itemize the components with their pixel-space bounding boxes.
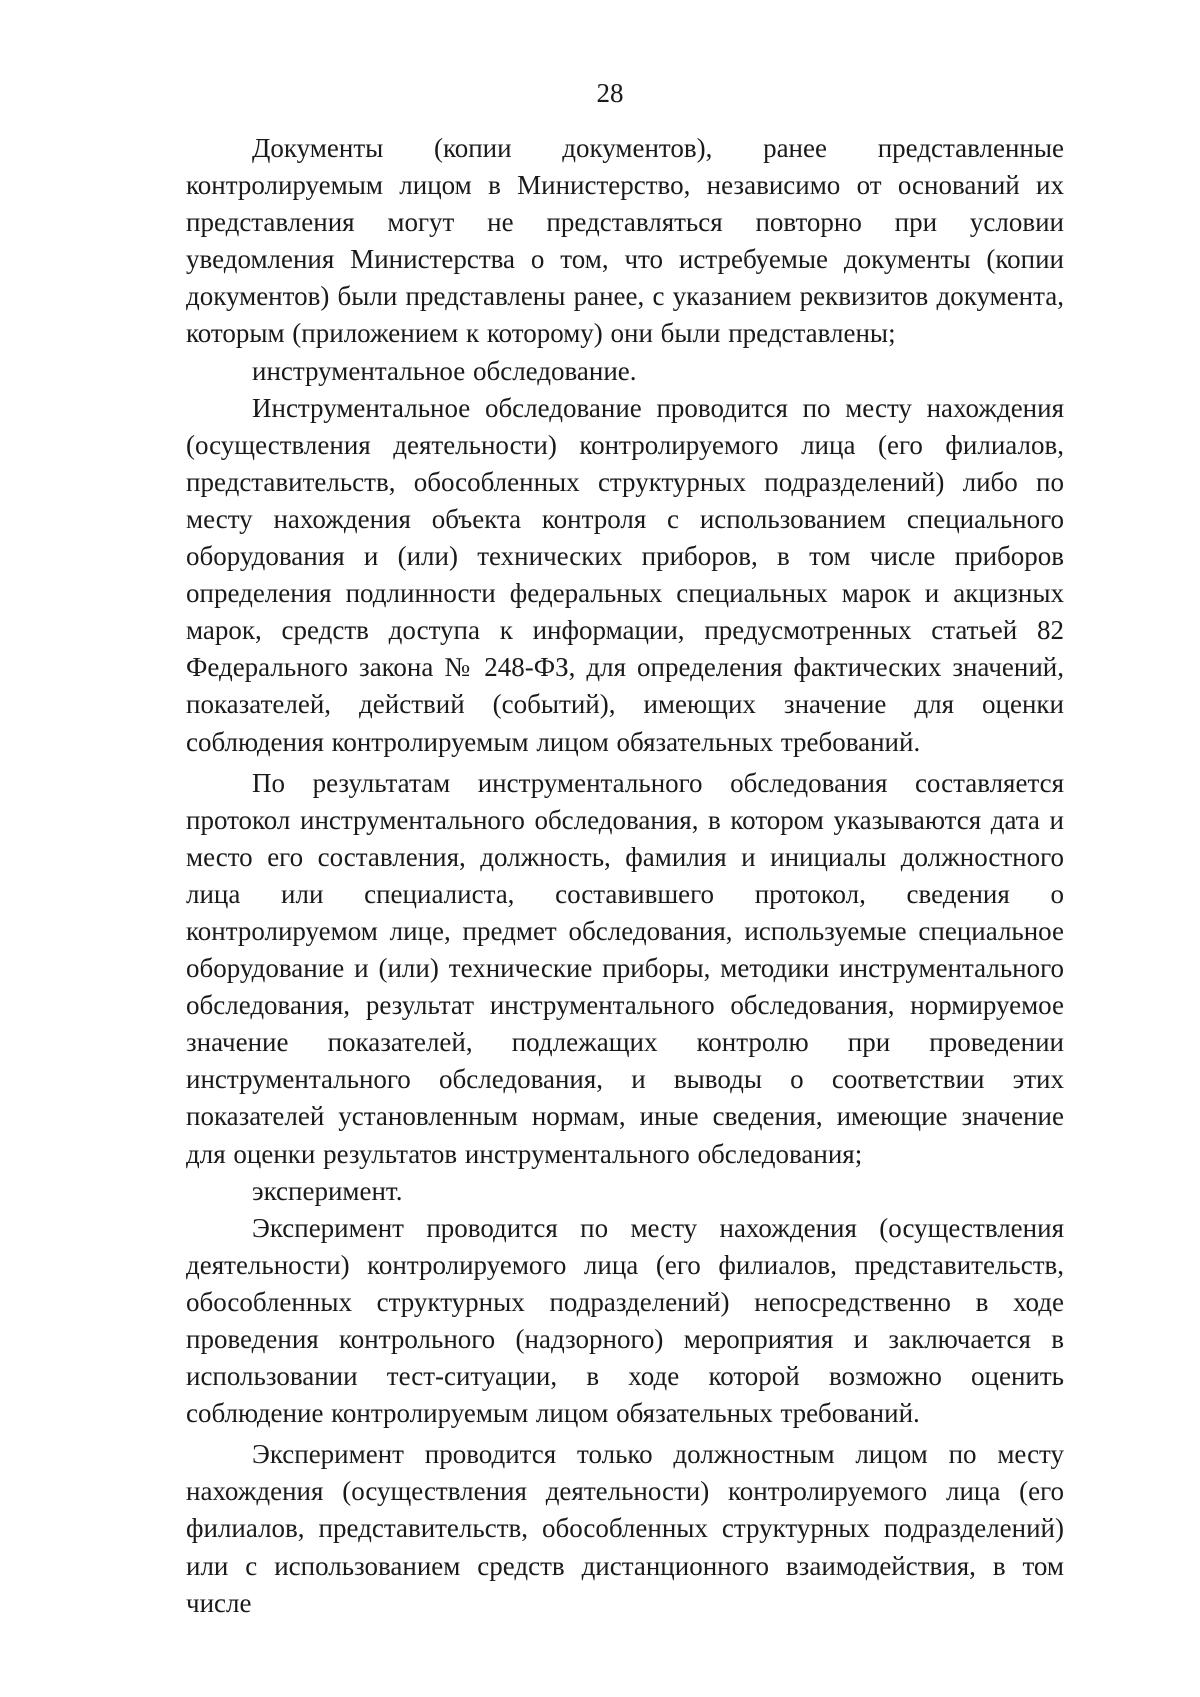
paragraph-experiment-item: эксперимент. (252, 1175, 403, 1206)
paragraph-instrumental-inspection-description: Инструментальное обследование проводится по месту нахождения (осуществления деятельности) контролируемого лица (его филиалов, представительств, обособленных структурных подразделений) либо по месту нахождения объекта контроля с использованием специального оборудования и (или) технических приборов, в том числе приборов определения подлинности федеральных специальных марок и акцизных марок, средств доступа к информации, предусмотренных статьей 82 Федерального закона № 248-ФЗ, для определения фактических значений, показателей, действий (событий), имеющих значение для оценки соблюдения контролируемым лицом обязательных требований. (186, 392, 1064, 757)
paragraph-experiment-conduct: Эксперимент проводится только должностным лицом по месту нахождения (осуществления деятельности) контролируемого лица (его филиалов, представительств, обособленных структурных подразделений) или с использованием средств дистанционного взаимодействия, в том числе (186, 1439, 1064, 1618)
paragraph-instrumental-inspection-protocol: По результатам инструментального обследования составляется протокол инструментального обследования, в котором указываются дата и место его составления, должность, фамилия и инициалы должностного лица или специалиста, составившего протокол, сведения о контролируемом лице, предмет обследования, используемые специальное оборудование и (или) технические приборы, методики инструментального обследования, результат инструментального обследования, нормируемое значение показателей, подлежащих контролю при проведении инструментального обследования, и выводы о соответствии этих показателей установленным нормам, иные сведения, имеющие значение для оценки результатов инструментального обследования; (186, 767, 1064, 1169)
paragraph-documents-resubmission: Документы (копии документов), ранее представленные контролируемым лицом в Министерство, независимо от оснований их представления могут не представляться повторно при условии уведомления Министерства о том, что истребуемые документы (копии документов) были представлены ранее, с указанием реквизитов документа, которым (приложением к которому) они были представлены; (186, 133, 1064, 349)
paragraph-instrumental-inspection-item: инструментальное обследование. (252, 355, 637, 386)
page-number: 28 (596, 78, 624, 108)
document-body (186, 130, 1064, 1622)
paragraph-experiment-description: Эксперимент проводится по месту нахождения (осуществления деятельности) контролируемого лица (его филиалов, представительств, обособленных структурных подразделений) непосредственно в ходе проведения контрольного (надзорного) мероприятия и заключается в использовании тест-ситуации, в ходе которой возможно оценить соблюдение контролируемым лицом обязательных требований. (186, 1212, 1064, 1429)
